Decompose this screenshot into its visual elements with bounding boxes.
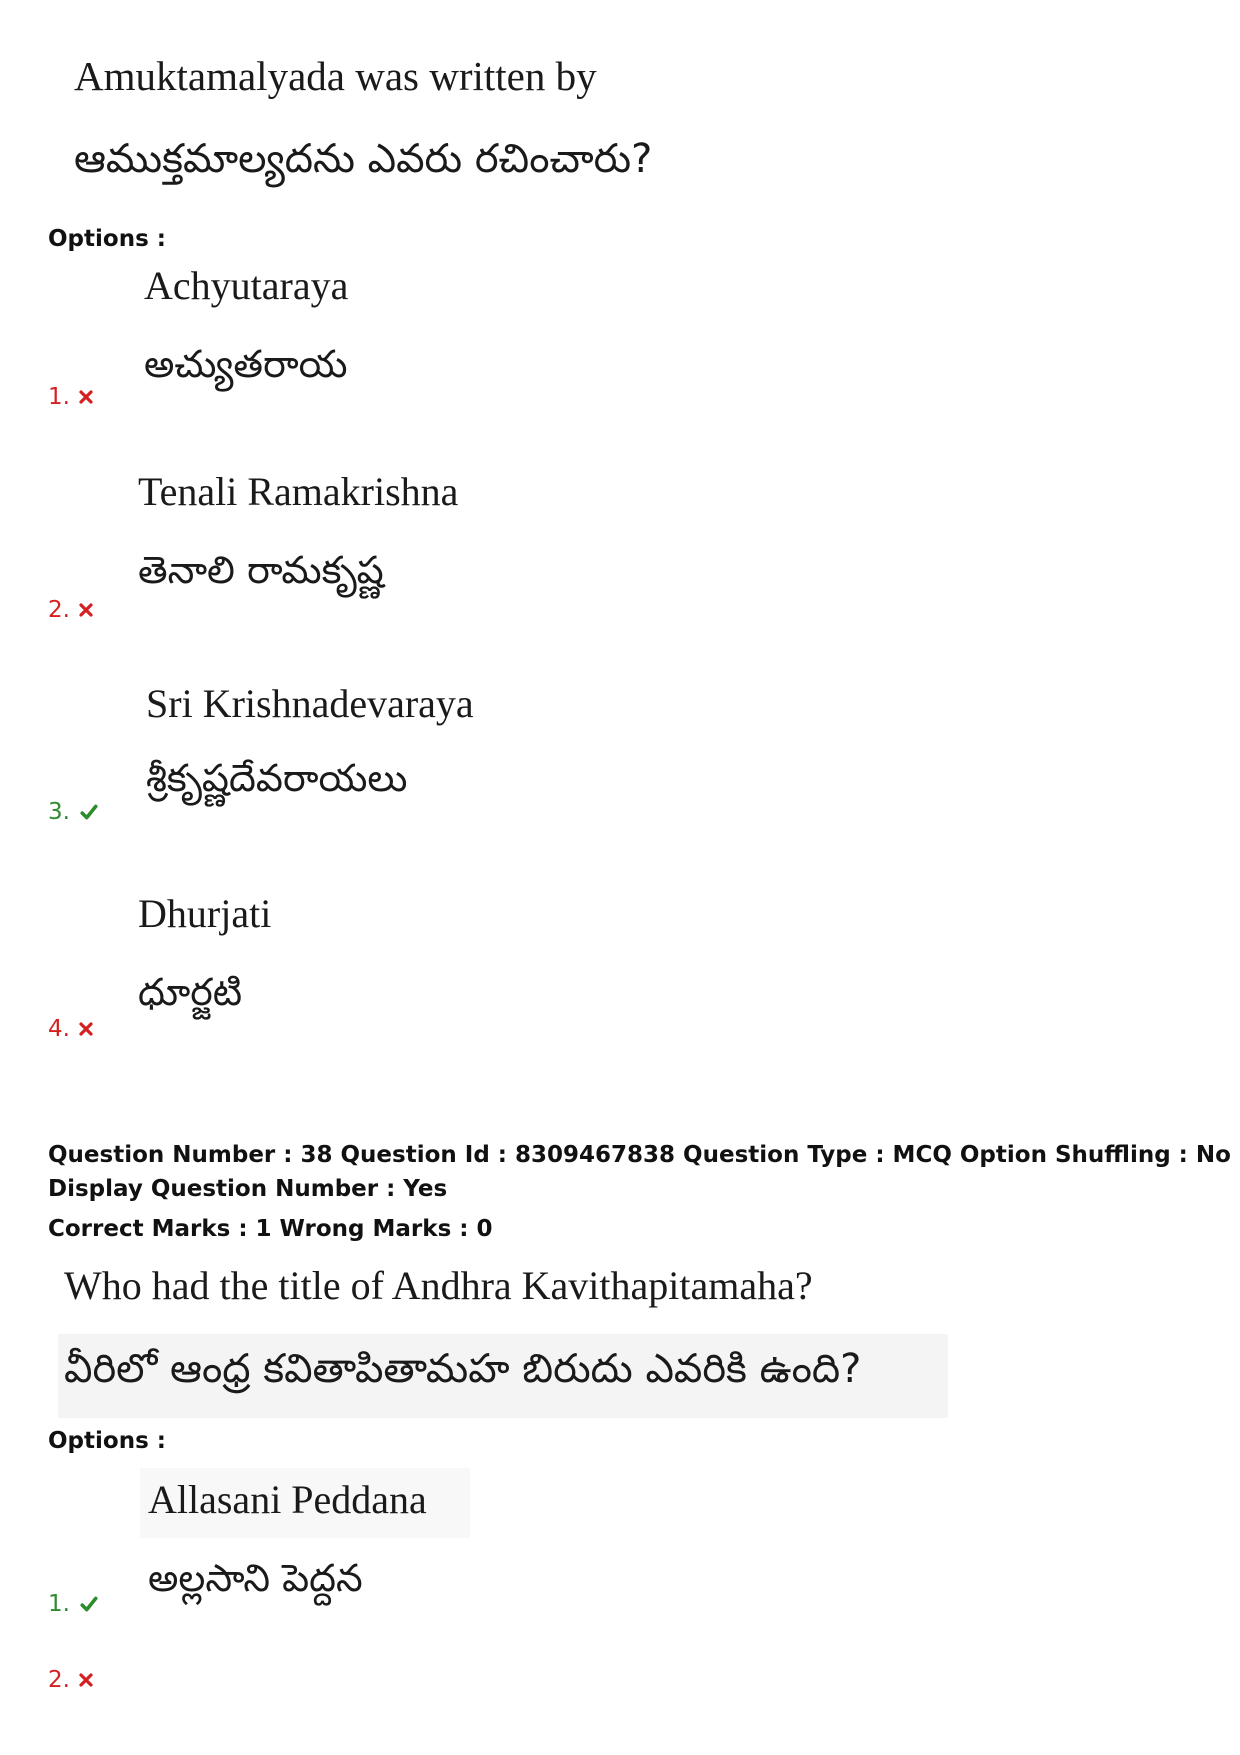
cross-icon (78, 1672, 94, 1688)
check-icon (78, 1595, 100, 1613)
option-number-2 (48, 597, 94, 623)
option-number-label: 1. (48, 1591, 70, 1617)
option-text-en: Tenali Ramakrishna (138, 469, 459, 514)
option-number-label: 2. (48, 597, 70, 623)
option-number-1 (48, 1591, 100, 1617)
question-38-text-en: Who had the title of Andhra Kavithapitamaha? (64, 1263, 813, 1308)
question-meta-display: Display Question Number : Yes (48, 1176, 448, 1202)
check-icon (78, 803, 100, 821)
option-number-4 (48, 1016, 94, 1042)
question-37-text-te: ఆముక్తమాల్యదను ఎవరు రచించారు? (74, 136, 653, 182)
option-text-en: Dhurjati (138, 891, 272, 936)
option-number-1 (48, 384, 94, 410)
option-number-2 (48, 1667, 94, 1693)
question-38-text-te: వీరిలో ఆంధ్ర కవితాపితామహ బిరుదు ఎవరికి ఉంది? (64, 1346, 862, 1392)
option-text-te: శ్రీకృష్ణదేవరాయలు (146, 756, 408, 800)
option-text-en: Achyutaraya (144, 263, 349, 308)
option-text-te: అల్లసాని పెద్దన (148, 1556, 363, 1600)
option-text-te: తెనాలి రామకృష్ణ (138, 548, 384, 592)
option-number-label: 4. (48, 1016, 70, 1042)
cross-icon (78, 602, 94, 618)
question-37-text-en: Amuktamalyada was written by (74, 53, 597, 99)
option-text-en: Sri Krishnadevaraya (146, 681, 474, 726)
option-text-te: అచ్యుతరాయ (144, 342, 348, 386)
question-marks: Correct Marks : 1 Wrong Marks : 0 (48, 1216, 493, 1242)
cross-icon (78, 1021, 94, 1037)
option-text-en: Allasani Peddana (148, 1477, 427, 1522)
option-number-label: 3. (48, 799, 70, 825)
cross-icon (78, 389, 94, 405)
options-label: Options : (48, 1428, 166, 1454)
option-number-label: 1. (48, 384, 70, 410)
option-number-label: 2. (48, 1667, 70, 1693)
question-meta: Question Number : 38 Question Id : 8309467838 Question Type : MCQ Option Shuffling : No (48, 1142, 1231, 1168)
options-label: Options : (48, 226, 166, 252)
option-number-3 (48, 799, 100, 825)
option-text-te: ధూర్జటి (138, 970, 243, 1014)
